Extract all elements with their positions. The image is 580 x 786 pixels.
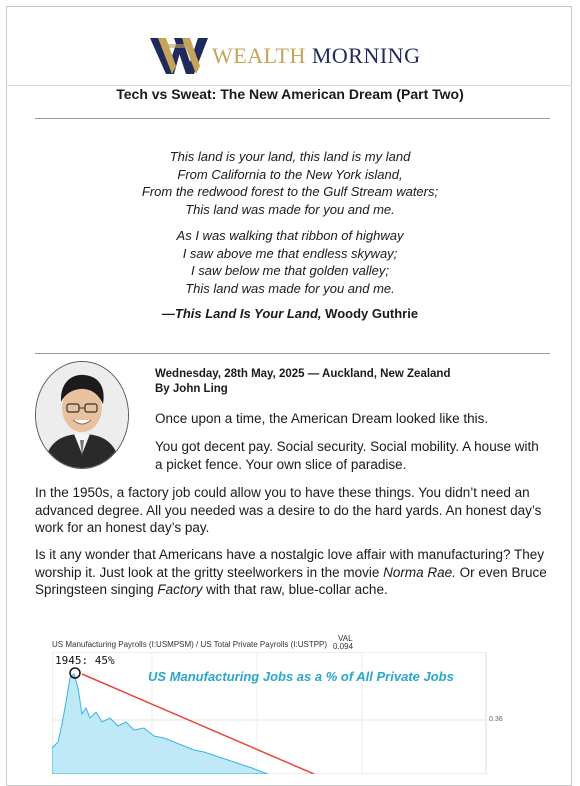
paragraph-text: Is it any wonder that Americans have a nostalgic love affair with manufacturing? They worship it. Just look at the gritty steelworkers in the movie xyxy=(35,547,545,580)
poem-stanza-2 xyxy=(0,227,580,297)
song-title: —This Land Is Your Land, xyxy=(161,306,322,321)
song-author: Woody Guthrie xyxy=(325,306,419,321)
paragraph-text: Or even Bruce Springsteen singing xyxy=(35,564,547,597)
brand-word-wealth: WEALTH xyxy=(212,43,306,68)
poem-line: I saw below me that golden valley; xyxy=(191,263,389,278)
divider xyxy=(35,353,550,354)
brand-word-morning: MORNING xyxy=(311,43,421,68)
poem-line: As I was walking that ribbon of highway xyxy=(176,228,404,243)
chart-title: US Manufacturing Jobs as a % of All Private Jobs xyxy=(148,669,454,684)
song-title: Factory xyxy=(157,582,203,597)
byline-author: By John Ling xyxy=(155,383,228,395)
chart-val-value: 0.094 xyxy=(333,642,354,651)
y-tick-label: 0.36 xyxy=(489,716,503,723)
movie-title: Norma Rae. xyxy=(383,564,456,580)
wealth-morning-logo-icon[interactable] xyxy=(148,36,210,76)
poem-stanza-1 xyxy=(0,148,580,218)
paragraph: In the 1950s, a factory job could allow you to have these things. You didn’t need an advanced degree. All you needed was a desire to do the hard yards. An honest day’s work for an honest day’s pay. xyxy=(35,485,542,535)
chart-series-caption: US Manufacturing Payrolls (I:USMPSM) / US Total Private Payrolls (I:USTPP) xyxy=(52,640,328,649)
poem-attribution xyxy=(0,306,580,321)
author-avatar xyxy=(35,361,129,469)
article-title: Tech vs Sweat: The New American Dream (Part Two) xyxy=(116,86,464,102)
poem-line: I saw above me that endless skyway; xyxy=(182,245,398,261)
chart-val-header: VAL xyxy=(338,634,353,643)
paragraph: You got decent pay. Social security. Social mobility. A house with a picket fence. Your own slice of paradise. xyxy=(155,439,539,472)
byline-date: Wednesday, 28th May, 2025 — Auckland, New Zealand xyxy=(155,368,451,380)
poem-line: This land is your land, this land is my land xyxy=(169,149,411,164)
divider xyxy=(35,118,550,119)
brand-name xyxy=(212,43,420,69)
poem-line: From California to the New York island, xyxy=(177,166,403,182)
paragraph-text: with that raw, blue-collar ache. xyxy=(202,582,388,597)
chart-annotation: 1945: 45% xyxy=(55,654,115,667)
paragraph xyxy=(35,546,550,599)
poem-line: This land was made for you and me. xyxy=(185,280,395,296)
byline xyxy=(155,367,450,397)
poem-line: This land was made for you and me. xyxy=(185,201,395,217)
paragraph: Once upon a time, the American Dream looked like this. xyxy=(155,411,489,426)
poem-line: From the redwood forest to the Gulf Stream waters; xyxy=(141,184,439,199)
